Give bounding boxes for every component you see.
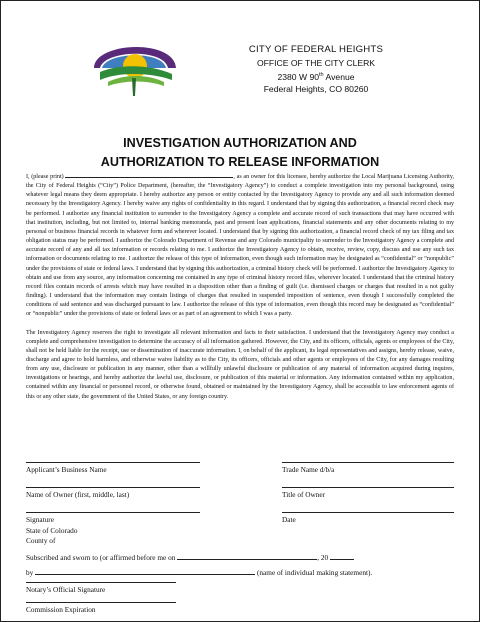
- trade-name-line[interactable]: [282, 462, 454, 463]
- document-title: [0, 134, 480, 172]
- city-logo: [88, 28, 180, 100]
- city-state-zip: Federal Heights, CO 80260: [263, 84, 369, 95]
- county-label: County of: [26, 536, 56, 545]
- owner-name-line[interactable]: [26, 487, 200, 488]
- authorization-paragraph-2: The Investigatory Agency reserves the right to investigate all relevant information and facts to their satisfaction. I understand that the Investigatory Agency may conduct a complete and comprehensive investigation to determine the accuracy of all information gathered. However, the City, and its officers, officials, agents or employees of the City, shall not be held liable for the receipt, use or dissemination of inaccurate information. I, on behalf of the applicant, its legal representatives and assigns, hereby release, waive, discharge and agree to hold harmless, and otherwise waive liability as to the City, its officers, officials and other agents or employees of the City, for any damages resulting from any use, disclosure or publication in any manner, other than a willfully unlawful disclosure or publication of any material of information acquired during inquires, investigations or hearings, and hereby authorize the lawful use, disclosure, or publication of this material or information. Any information contained within my application, contained within any financial or personnel record, or otherwise found, obtained or maintained by the Investigatory Agency, shall be accessible to law enforcement agents of this or any other state, the government of the United States, or any foreign country.: [26, 329, 454, 400]
- office-name: OFFICE OF THE CITY CLERK: [256, 57, 376, 68]
- print-name-field[interactable]: [65, 170, 233, 178]
- individual-name-field[interactable]: [35, 567, 255, 575]
- owner-title-line[interactable]: [282, 487, 454, 488]
- business-name-label: Applicant’s Business Name: [26, 465, 107, 474]
- signature-label: Signature: [26, 515, 54, 524]
- trade-name-label: Trade Name d/b/a: [282, 465, 335, 474]
- authorization-text: [26, 170, 454, 402]
- city-name: CITY OF FEDERAL HEIGHTS: [248, 44, 384, 55]
- date-label: Date: [282, 515, 296, 524]
- authorization-paragraph-1: I, (please print) , as an owner for this licensee, hereby authorize the Local Marijuana Licensing Authority, the City of Federal Heights (“City”) Police Department, (hereafter, the “Investigatory Agency”) to conduct a complete investigation into my personal background, using whatever legal means they deem appropriate. I hereby authorize any person or entity contacted by the Investigatory Agency to provide any and all such information deemed necessary by the Investigatory Agency. I hereby waive any rights of confidentiality in this regard. I understand that by signing this authorization, a financial record check may be performed. I authorize any financial institution to surrender to the Investigatory Agency a complete and accurate record of such transactions that may have occurred with that institution, including, but not limited to, internal banking memoranda, past and present loan applications, financial statements and any other documents relating to my personal or business financial records in whatever form and wherever located. I understand that by signing this authorization, a financial record check of my tax filing and tax obligation status may be performed. I authorize the Colorado Department of Revenue and any Colorado municipality to surrender to the Investigatory Agency a complete and accurate record of any and all tax information or records relating to me. I authorize the Investigatory Agency to obtain, receive, review, copy, discuss and use any such tax information or documents relating to me. I authorize the release of this type of information, even though such information may be designated as “confidential” or “nonpublic” under the provisions of state or federal laws. I understand that by signing this authorization, a criminal history check will be performed. I authorize the Investigatory Agency to obtain and use from any source, any information concerning me contained in any type of criminal history record files, wherever located. I understand that the criminal history record files contain records of arrests which may have resulted in a disposition other than a finding of guilt (i.e. dismissed charges or charges that resulted in a not guilty finding). I understand that the information may contain listings of charges that resulted in suspended imposition of sentence, even though I successfully completed the conditions of said sentence and was discharged pursuant to law. I authorize the release of this type of information, even though this record may be designated as “confidential” or “nonpublic” under the provisions of state or federal laws or as part of an agreement to which I was a party.: [26, 170, 454, 320]
- street-address: 2380 W 90th Avenue: [277, 71, 355, 82]
- owner-title-label: Title of Owner: [282, 490, 326, 499]
- city-address-block: [236, 44, 396, 96]
- signature-line[interactable]: [26, 512, 200, 513]
- sworn-date-field[interactable]: [177, 552, 317, 560]
- business-name-line[interactable]: [26, 462, 200, 463]
- notary-signature-label: Notary’s Official Signature: [26, 585, 106, 594]
- date-line[interactable]: [282, 512, 454, 513]
- by-line: by (name of individual making statement).: [26, 568, 373, 577]
- commission-expiration-label: Commission Expiration: [26, 605, 96, 614]
- title-line-2: AUTHORIZATION TO RELEASE INFORMATION: [100, 155, 380, 169]
- notary-signature-line[interactable]: [26, 582, 176, 583]
- commission-expiration-line[interactable]: [26, 602, 176, 603]
- owner-name-label: Name of Owner (first, middle, last): [26, 490, 130, 499]
- state-label: State of Colorado: [26, 526, 78, 535]
- title-line-1: INVESTIGATION AUTHORIZATION AND: [123, 136, 357, 150]
- sworn-year-field[interactable]: [330, 552, 354, 560]
- sworn-text: Subscribed and sworn to (or affirmed before me on , 20: [26, 552, 354, 562]
